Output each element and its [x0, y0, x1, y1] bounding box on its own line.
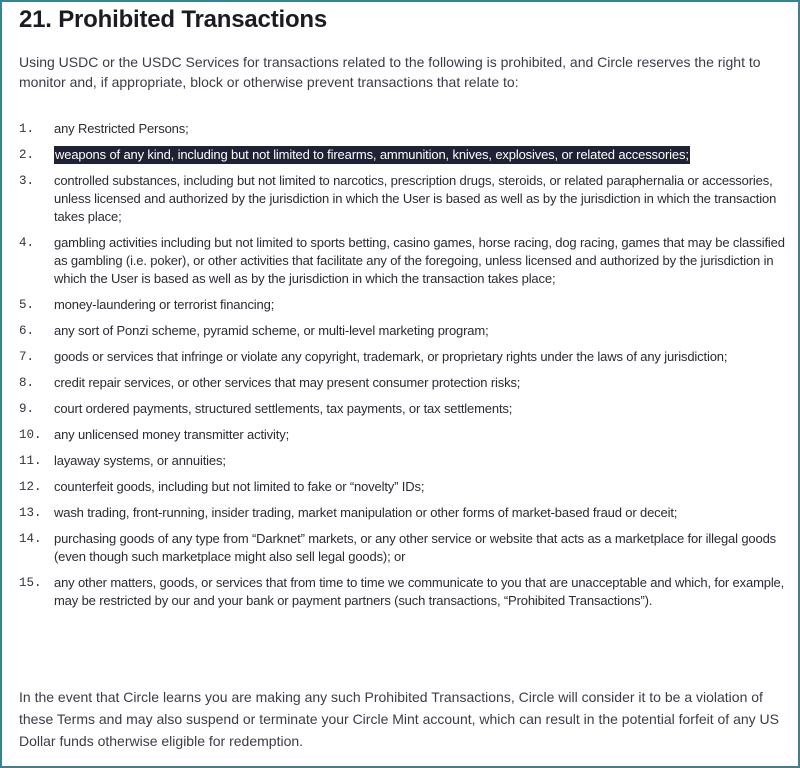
list-item [19, 530, 789, 566]
item-text: any unlicensed money transmitter activity; [54, 427, 290, 442]
item-text: any Restricted Persons; [54, 121, 189, 136]
item-number: 14. [19, 532, 42, 546]
item-number: 6. [19, 324, 35, 338]
item-text: purchasing goods of any type from “Darknet” markets, or any other service or website that acts as a marketplace for illegal goods (even though such marketplace might also sell legal goods); or [54, 531, 776, 564]
list-item [19, 172, 789, 226]
item-text: wash trading, front-running, insider trading, market manipulation or other forms of market-based fraud or deceit; [54, 505, 678, 520]
selected-text[interactable]: weapons of any kind, including but not limited to firearms, ammunition, knives, explosives, or related accessories; [55, 147, 689, 162]
item-number: 9. [19, 402, 35, 416]
item-number: 1. [19, 122, 35, 136]
item-number: 8. [19, 376, 35, 390]
item-number: 12. [19, 480, 42, 494]
prohibited-list [19, 120, 789, 618]
section-title: 21. Prohibited Transactions [19, 6, 328, 33]
list-item [19, 574, 789, 610]
list-item [19, 400, 789, 418]
item-text: money-laundering or terrorist financing; [54, 297, 275, 312]
list-item [19, 452, 789, 470]
list-item-highlighted [19, 146, 789, 164]
intro-paragraph: Using USDC or the USDC Services for transactions related to the following is prohibited, and Circle reserves the right to monitor and, if appropriate, block or otherwise prevent transactions that relate to: [19, 54, 761, 90]
item-text: court ordered payments, structured settlements, tax payments, or tax settlements; [54, 401, 513, 416]
item-text: credit repair services, or other services that may present consumer protection risks; [54, 375, 521, 390]
item-text: counterfeit goods, including but not limited to fake or “novelty” IDs; [54, 479, 425, 494]
item-number: 7. [19, 350, 35, 364]
closing-paragraph: In the event that Circle learns you are making any such Prohibited Transactions, Circle will consider it to be a violation of these Terms and may also suspend or terminate your Circle Mint account, which can result in the potential forfeit of any US Dollar funds otherwise eligible for redemption. [19, 689, 779, 749]
list-item [19, 504, 789, 522]
list-item [19, 348, 789, 366]
list-item [19, 322, 789, 340]
list-item [19, 426, 789, 444]
item-text: controlled substances, including but not limited to narcotics, prescription drugs, steroids, or related paraphernalia or accessories, unless licensed and authorized by the jurisdiction in which the User is based as well as by the jurisdiction in which the transaction takes place; [54, 173, 777, 224]
item-text: layaway systems, or annuities; [54, 453, 226, 468]
list-item [19, 478, 789, 496]
list-item [19, 234, 789, 288]
item-number: 5. [19, 298, 35, 312]
list-item [19, 296, 789, 314]
item-number: 2. [19, 148, 35, 162]
item-number: 10. [19, 428, 42, 442]
item-number: 11. [19, 454, 42, 468]
list-item [19, 374, 789, 392]
item-text: gambling activities including but not limited to sports betting, casino games, horse racing, dog racing, games that may be classified as gambling (i.e. poker), or other activities that facilitate any of the foregoing, unless licensed and authorized by the jurisdiction in which the User is based as well as by the jurisdiction in which the transaction takes place; [54, 235, 785, 286]
item-number: 15. [19, 576, 42, 590]
list-item [19, 120, 789, 138]
item-text: any sort of Ponzi scheme, pyramid scheme, or multi-level marketing program; [54, 323, 489, 338]
item-number: 13. [19, 506, 42, 520]
item-text: goods or services that infringe or violate any copyright, trademark, or proprietary rights under the laws of any jurisdiction; [54, 349, 728, 364]
item-number: 4. [19, 236, 35, 250]
item-number: 3. [19, 174, 35, 188]
item-text: any other matters, goods, or services that from time to time we communicate to you that are unacceptable and which, for example, may be restricted by our and your bank or payment partners (such transactions, “Prohibited Transactions”). [54, 575, 785, 608]
